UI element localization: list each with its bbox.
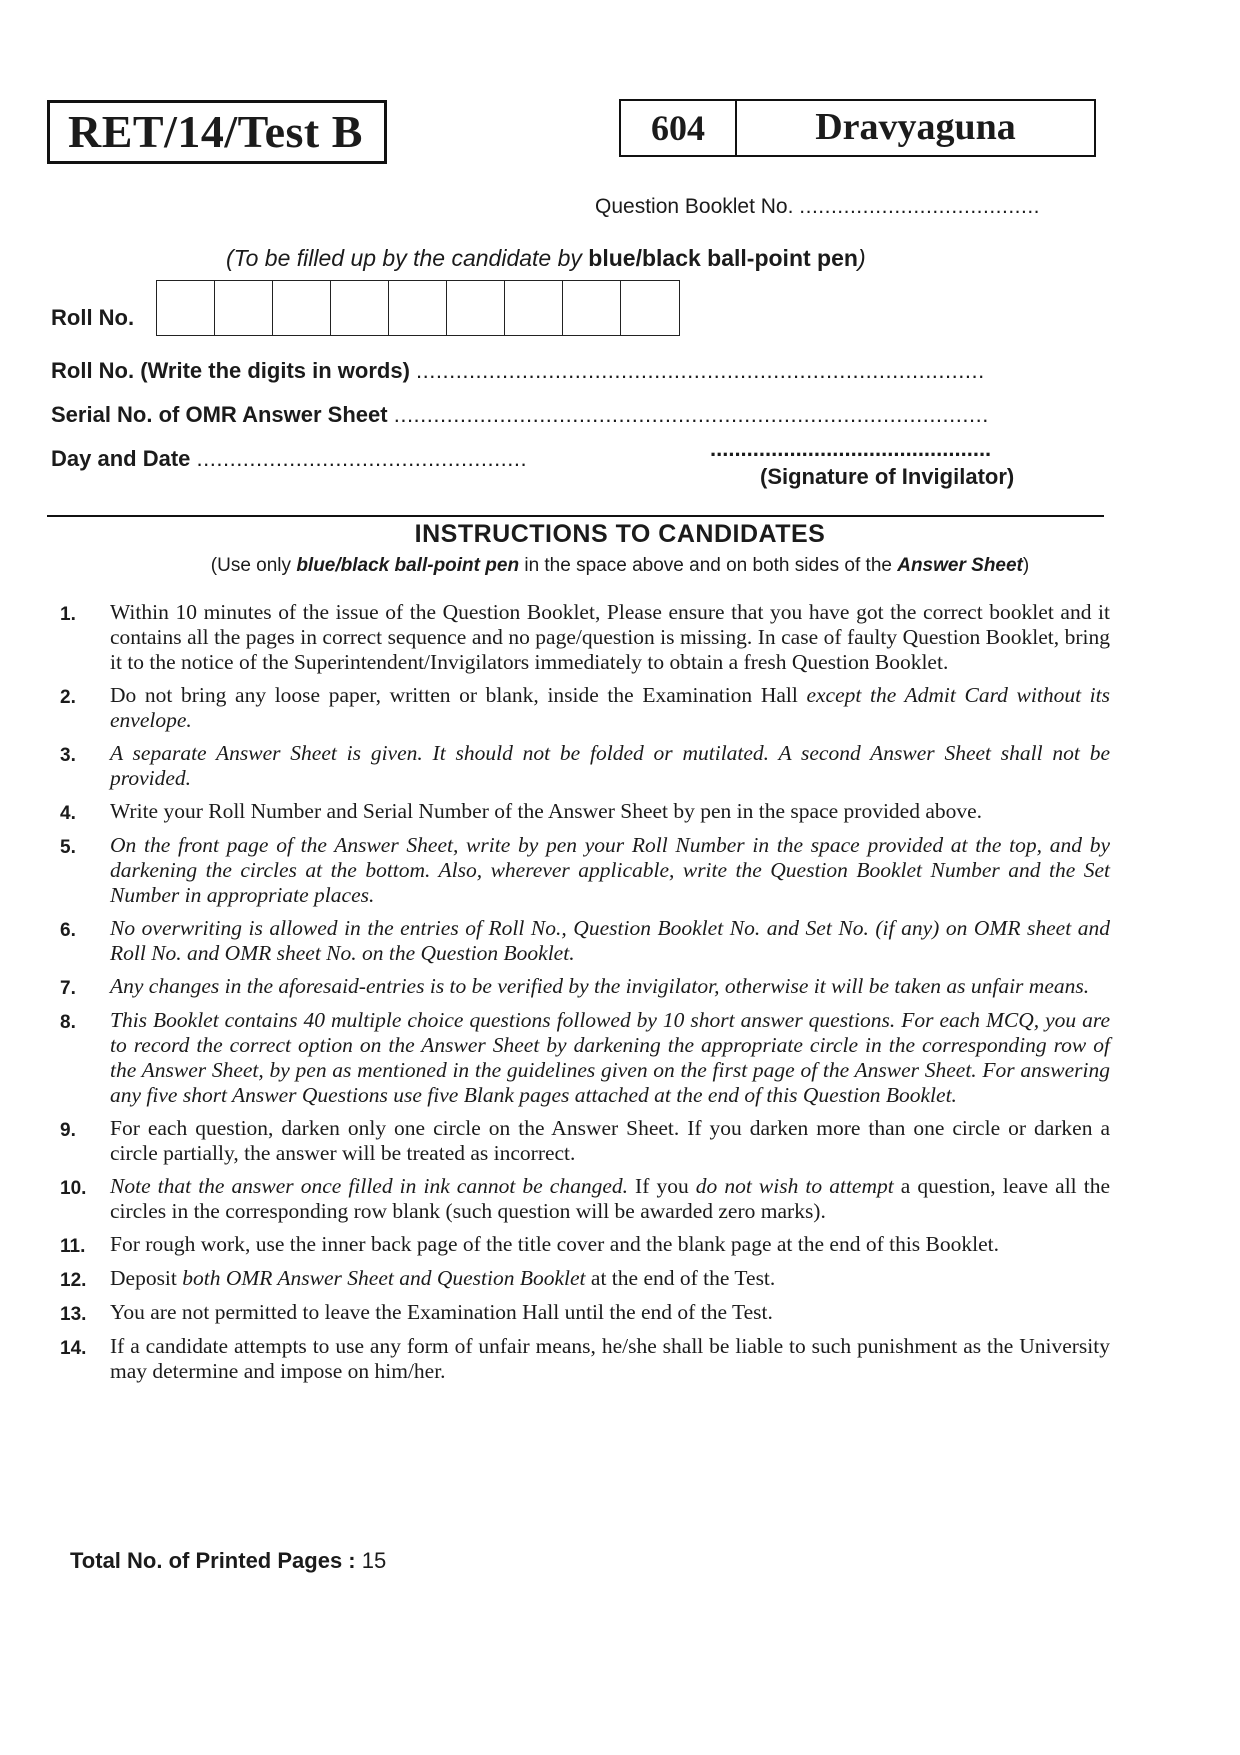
instruction-text-run: For rough work, use the inner back page of the title cover and the blank page at the end of this Booklet.	[110, 1232, 1000, 1256]
instruction-item	[60, 799, 1110, 825]
instruction-item	[60, 1232, 1110, 1258]
note-emphasis: blue/black ball-point pen	[296, 555, 520, 576]
instruction-number: 7.	[60, 978, 76, 999]
subject-code: 604	[621, 101, 737, 155]
instruction-text	[110, 1266, 1110, 1292]
roll-number-cell[interactable]	[215, 281, 273, 335]
instruction-text-italic: except the Admit Card without its envelope.	[110, 683, 1110, 732]
instruction-item	[60, 1266, 1110, 1292]
instruction-item	[60, 1008, 1110, 1108]
instruction-number: 3.	[60, 745, 76, 766]
instruction-text-italic: Any changes in the aforesaid-entries is to be verified by the invigilator, otherwise it will be taken as unfair means.	[110, 974, 1090, 998]
instruction-text	[110, 1174, 1110, 1224]
fill-note-prefix: (To be filled up by the candidate by	[226, 245, 589, 271]
instruction-text	[110, 799, 1110, 825]
instruction-text	[110, 1008, 1110, 1108]
serial-number-field[interactable]	[51, 402, 989, 428]
instruction-text-run: For each question, darken only one circle on the Answer Sheet. If you darken more than one circle or darken a circle partially, the answer will be treated as incorrect.	[110, 1116, 1110, 1165]
instruction-text-run: Do not bring any loose paper, written or blank, inside the Examination Hall	[110, 683, 807, 707]
instruction-text	[110, 1116, 1110, 1166]
instruction-number: 14.	[60, 1338, 87, 1359]
instruction-number: 10.	[60, 1178, 87, 1199]
instruction-text	[110, 974, 1110, 1000]
instructions-list	[60, 600, 1110, 1392]
instruction-text	[110, 1232, 1110, 1258]
instruction-item	[60, 683, 1110, 733]
instruction-text	[110, 600, 1110, 675]
roll-words-label: Roll No. (Write the digits in words)	[51, 358, 410, 383]
instruction-text	[110, 741, 1110, 791]
instruction-text-italic: both OMR Answer Sheet and Question Booklet	[182, 1266, 586, 1290]
instruction-text-italic: On the front page of the Answer Sheet, write by pen your Roll Number in the space provided at the top, and by darkening the circles at the bottom. Also, wherever applicable, write the Question Booklet Number and the Set Number in appropriate places.	[110, 833, 1110, 907]
roll-number-cell[interactable]	[505, 281, 563, 335]
subject-box	[619, 99, 1096, 157]
booklet-number-label: Question Booklet No.	[595, 195, 794, 218]
instruction-item	[60, 916, 1110, 966]
instruction-text-run: a question, leave all the circles in the corresponding row blank (such question will be awarded zero marks).	[110, 1174, 1110, 1223]
instructions-title: INSTRUCTIONS TO CANDIDATES	[414, 520, 826, 548]
instruction-item	[60, 833, 1110, 908]
instruction-text-italic: Note that the answer once filled in ink cannot be changed.	[110, 1174, 628, 1198]
instruction-text-italic: A separate Answer Sheet is given. It should not be folded or mutilated. A second Answer Sheet shall not be provided.	[110, 741, 1110, 790]
instruction-item	[60, 1334, 1110, 1384]
total-pages	[70, 1548, 386, 1574]
instruction-number: 6.	[60, 920, 76, 941]
instruction-number: 5.	[60, 837, 76, 858]
divider-line	[47, 515, 1104, 517]
instructions-note	[0, 555, 1240, 577]
instruction-item	[60, 600, 1110, 675]
instruction-number: 1.	[60, 604, 76, 625]
day-date-field[interactable]	[51, 446, 527, 472]
roll-number-cell[interactable]	[389, 281, 447, 335]
instruction-number: 12.	[60, 1270, 87, 1291]
instruction-text-run: You are not permitted to leave the Examination Hall until the end of the Test.	[110, 1300, 773, 1324]
instruction-text-italic: do not wish to attempt	[695, 1174, 894, 1198]
signature-dots[interactable]: ..............................................	[710, 436, 992, 461]
instruction-text-run: at the end of the Test.	[585, 1266, 776, 1290]
instruction-text-run: If a candidate attempts to use any form of unfair means, he/she shall be liable to such punishment as the University may determine and impose on him/her.	[110, 1334, 1110, 1383]
instruction-text	[110, 833, 1110, 908]
roll-number-label: Roll No.	[51, 305, 135, 330]
roll-number-cell[interactable]	[331, 281, 389, 335]
roll-number-cell[interactable]	[447, 281, 505, 335]
serial-number-label: Serial No. of OMR Answer Sheet	[51, 402, 388, 427]
roll-words-field[interactable]	[51, 358, 985, 384]
serial-number-dots: ..........................................................................................	[393, 402, 989, 427]
roll-words-dots: ......................................................................................	[416, 358, 985, 383]
instruction-number: 4.	[60, 803, 76, 824]
roll-number-cell[interactable]	[621, 281, 679, 335]
instruction-text	[110, 1334, 1110, 1384]
signature-label: (Signature of Invigilator)	[760, 464, 1015, 489]
instruction-text-italic: No overwriting is allowed in the entries of Roll No., Question Booklet No. and Set No. (if any) on OMR sheet and Roll No. and OMR sheet No. on the Question Booklet.	[110, 916, 1110, 965]
day-date-dots: ..................................................	[196, 446, 528, 471]
instruction-text	[110, 683, 1110, 733]
instruction-item	[60, 1116, 1110, 1166]
instruction-number: 11.	[60, 1236, 86, 1257]
instruction-number: 8.	[60, 1012, 76, 1033]
total-pages-label: Total No. of Printed Pages :	[70, 1548, 356, 1573]
subject-name: Dravyaguna	[815, 106, 1016, 148]
instruction-number: 9.	[60, 1120, 76, 1141]
fill-note-suffix: )	[857, 245, 866, 271]
roll-number-grid[interactable]	[156, 280, 680, 336]
roll-number-cell[interactable]	[563, 281, 621, 335]
test-code: RET/14/Test B	[47, 100, 387, 164]
instruction-text-run: Within 10 minutes of the issue of the Question Booklet, Please ensure that you have got the correct booklet and it contains all the pages in correct sequence and no page/question is missing. In case of faulty Question Booklet, bring it to the notice of the Superintendent/Invigilators immediately to obtain a fresh Question Booklet.	[110, 600, 1110, 674]
booklet-number-field[interactable]	[595, 195, 1040, 219]
instruction-text-run: If you	[627, 1174, 696, 1198]
instruction-item	[60, 741, 1110, 791]
instruction-number: 13.	[60, 1304, 87, 1325]
instruction-item	[60, 1174, 1110, 1224]
fill-note-emphasis: blue/black ball-point pen	[588, 245, 858, 271]
instruction-text-run: Deposit	[110, 1266, 183, 1290]
note-suffix: )	[1022, 555, 1030, 576]
roll-number-cell[interactable]	[157, 281, 215, 335]
day-date-label: Day and Date	[51, 446, 191, 471]
instruction-text-italic: This Booklet contains 40 multiple choice questions followed by 10 short answer questions. For each MCQ, you are to record the correct option on the Answer Sheet by darkening the appropriate circle in the corresponding row of the Answer Sheet, by pen as mentioned in the guidelines given on the first page of the Answer Sheet. For answering any five short Answer Questions use five Blank pages attached at the end of this Question Booklet.	[110, 1008, 1110, 1107]
note-emphasis2: Answer Sheet	[897, 555, 1023, 576]
note-prefix: (Use only	[210, 555, 297, 576]
instruction-text-run: Write your Roll Number and Serial Number of the Answer Sheet by pen in the space provided above.	[110, 799, 983, 823]
instruction-item	[60, 1300, 1110, 1326]
note-middle: in the space above and on both sides of the	[519, 555, 898, 576]
roll-number-cell[interactable]	[273, 281, 331, 335]
instruction-number: 2.	[60, 687, 76, 708]
total-pages-value: 15	[361, 1548, 387, 1573]
instruction-text	[110, 916, 1110, 966]
fill-note	[226, 245, 866, 272]
booklet-number-dots: ......................................	[799, 195, 1041, 218]
instruction-item	[60, 974, 1110, 1000]
instruction-text	[110, 1300, 1110, 1326]
